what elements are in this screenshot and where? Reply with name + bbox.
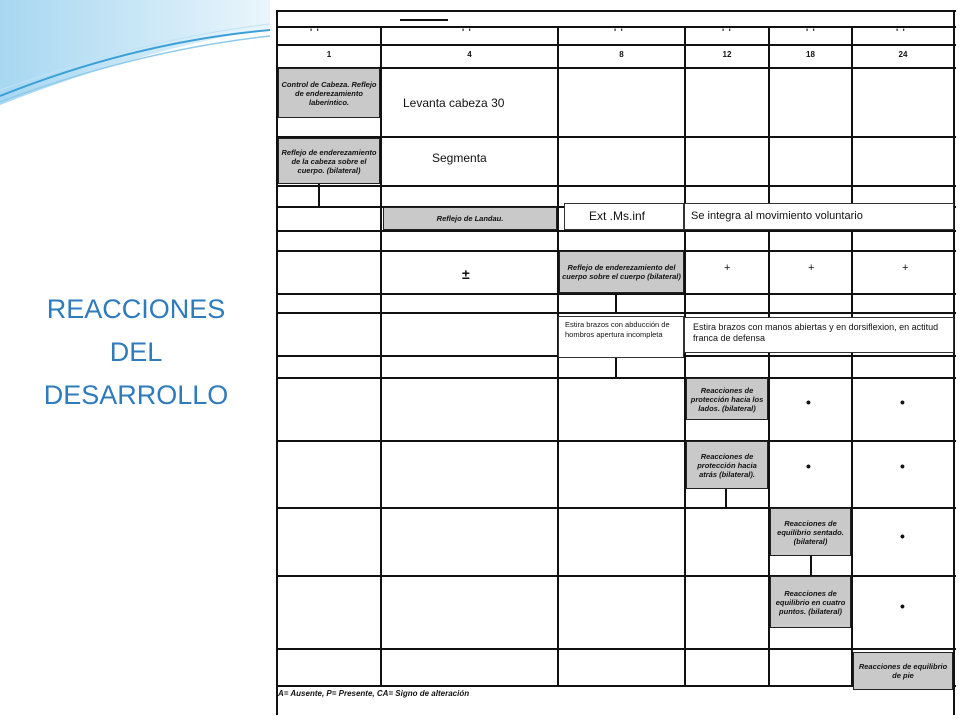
tick-marks: ʹ ʹ [896, 27, 906, 37]
table-hline [276, 575, 956, 577]
connector-line [725, 489, 727, 507]
title-line-3: DESARROLLO [43, 380, 229, 410]
age-header-12: 12 [722, 50, 732, 59]
table-hline [400, 19, 448, 21]
annotation-estira-defensa: Estira brazos con manos abiertas y en dorsiflexion, en actitud franca de defensa [684, 317, 954, 353]
table-hline [276, 648, 956, 650]
table-hline [276, 440, 956, 442]
cell-reflejo-cabeza-cuerpo: Reflejo de enderezamiento de la cabeza sobre el cuerpo. (bilateral) [278, 138, 380, 184]
annotation-segmenta: Segmenta [432, 151, 487, 165]
dot-mark: • [806, 394, 811, 410]
cell-equilibrio-pie: Reacciones de equilibrio de pie [853, 652, 953, 690]
age-header-24: 24 [898, 50, 908, 59]
tick-marks: ʹ ʹ [722, 27, 732, 37]
tick-marks: ʹ ʹ [614, 27, 624, 37]
tick-marks: ʹ ʹ [806, 27, 816, 37]
age-header-18: 18 [806, 50, 815, 59]
annotation-se-integra: Se integra al movimiento voluntario [684, 203, 954, 230]
cell-reflejo-landau: Reflejo de Landau. [383, 207, 557, 230]
dot-mark: • [806, 458, 811, 474]
cell-reflejo-cuerpo-cuerpo: Reflejo de enderezamiento del cuerpo sobre el cuerpo (bilateral) [559, 251, 684, 293]
table-hline [276, 230, 956, 232]
table-vline [851, 26, 853, 686]
age-header-4: 4 [467, 50, 472, 59]
connector-line [318, 184, 320, 206]
table-hline [276, 312, 956, 314]
dot-mark: • [900, 528, 905, 544]
table-hline [276, 185, 956, 187]
dot-mark: • [900, 394, 905, 410]
table-hline [276, 44, 956, 46]
cell-proteccion-lados: Reacciones de protección hacia los lados. (bilateral) [686, 378, 768, 420]
cell-proteccion-atras: Reacciones de protección hacia atrás (bilateral). [686, 441, 768, 489]
dot-mark: • [900, 598, 905, 614]
cell-equilibrio-sentado: Reacciones de equilibrio sentado. (bilateral) [770, 508, 851, 556]
connector-line [615, 355, 617, 377]
connector-line [810, 555, 812, 575]
plus-minus-mark: ± [462, 266, 470, 282]
cell-control-cabeza: Control de Cabeza. Reflejo de enderezamiento laberíntico. [278, 68, 380, 118]
annotation-ext-ms-inf: Ext .Ms.inf [564, 203, 684, 230]
age-header-1: 1 [326, 50, 332, 59]
table-hline [276, 377, 956, 379]
tick-marks: ʹ ʹ [462, 27, 472, 37]
title-line-2: DEL [109, 337, 163, 367]
plus-mark-18: + [808, 262, 815, 274]
annotation-estira-incompleta: Estira brazos con abducción de hombros apertura incompleta [558, 316, 684, 358]
cell-equilibrio-cuatro: Reacciones de equilibrio en cuatro puntos. (bilateral) [770, 576, 851, 628]
dot-mark: • [900, 458, 905, 474]
table-hline [276, 507, 956, 509]
table-hline [276, 10, 956, 12]
tick-marks: ʹ ʹ [310, 27, 320, 37]
plus-mark-12: + [724, 262, 731, 274]
table-vline [684, 26, 686, 686]
connector-line [615, 293, 617, 312]
age-header-8: 8 [619, 50, 624, 59]
slide-title [18, 288, 254, 417]
table-vline [953, 10, 955, 715]
title-line-1: REACCIONES [46, 294, 226, 324]
annotation-levanta-cabeza: Levanta cabeza 30 [403, 96, 505, 110]
plus-mark-24: + [902, 262, 909, 274]
table-vline [380, 26, 382, 686]
table-legend: A= Ausente, P= Presente, CA= Signo de alteración [278, 689, 470, 698]
